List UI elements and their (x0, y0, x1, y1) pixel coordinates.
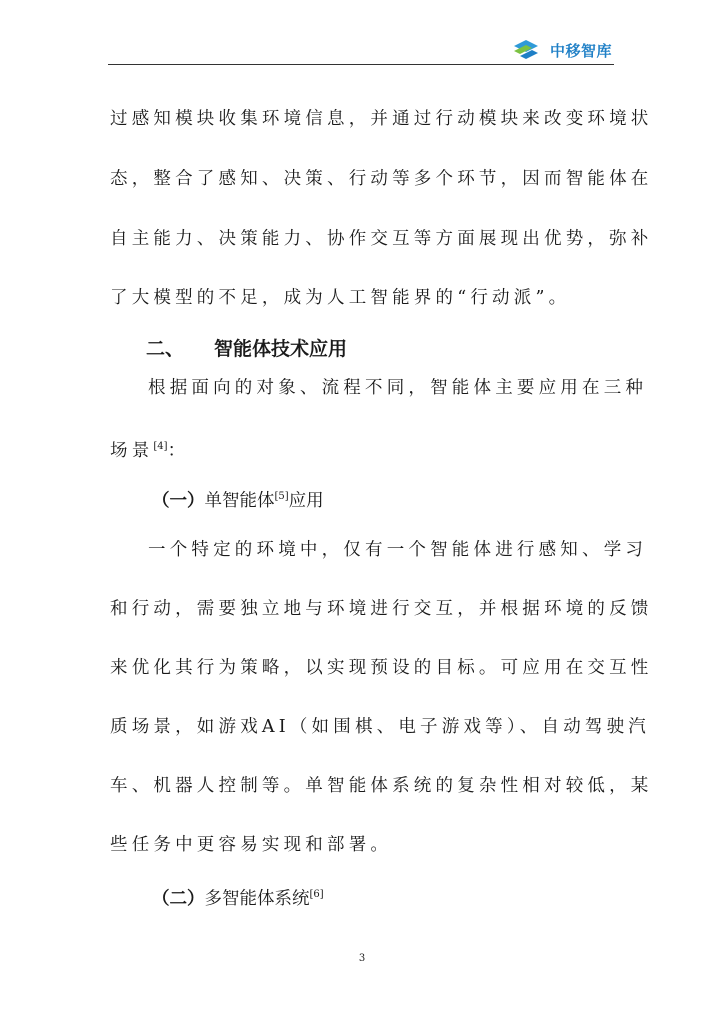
paragraph-line: 来优化其行为策略，以实现预设的目标。可应用在交互性 (110, 658, 653, 678)
citation-ref: [5] (274, 491, 289, 502)
paragraph-line: 态，整合了感知、决策、行动等多个环节，因而智能体在 (110, 169, 653, 189)
subsection-title: 多智能体系统 (204, 889, 310, 909)
paragraph-line: 和行动，需要独立地与环境进行交互，并根据环境的反馈 (110, 599, 653, 619)
paragraph-line: 根据面向的对象、流程不同，智能体主要应用在三种 (148, 378, 648, 398)
logo-text: 中移智库 (550, 41, 613, 60)
paragraph-line: 了大模型的不足，成为人工智能界的“行动派”。 (110, 288, 571, 308)
section-number: 二、 (146, 338, 185, 360)
section-heading (146, 337, 347, 361)
header-divider (108, 64, 614, 65)
subsection-heading (152, 486, 324, 512)
subsection-number: （一） (152, 491, 205, 511)
paragraph-line: 一个特定的环境中，仅有一个智能体进行感知、学习 (148, 540, 648, 560)
logo-icon (510, 36, 544, 64)
intro-text: 场景 (110, 441, 154, 461)
citation-ref: [4] (153, 441, 168, 452)
paragraph-line: 些任务中更容易实现和部署。 (110, 835, 393, 855)
header-logo (510, 36, 612, 64)
page-number: 3 (358, 953, 366, 964)
paragraph-line: 过感知模块收集环境信息，并通过行动模块来改变环境状 (110, 109, 653, 129)
intro-tail: ： (167, 441, 190, 461)
citation-ref: [6] (309, 889, 324, 900)
paragraph-line: 质场景，如游戏AI（如围棋、电子游戏等）、自动驾驶汽 (110, 717, 650, 737)
paragraph-line (110, 436, 189, 462)
paragraph-line: 自主能力、决策能力、协作交互等方面展现出优势，弥补 (110, 229, 653, 249)
subsection-number: （二） (152, 889, 205, 909)
section-title: 智能体技术应用 (214, 338, 348, 360)
subsection-title-suffix: 应用 (288, 491, 324, 511)
paragraph-line: 车、机器人控制等。单智能体系统的复杂性相对较低，某 (110, 776, 653, 796)
subsection-heading (152, 884, 324, 910)
subsection-title: 单智能体 (204, 491, 275, 511)
